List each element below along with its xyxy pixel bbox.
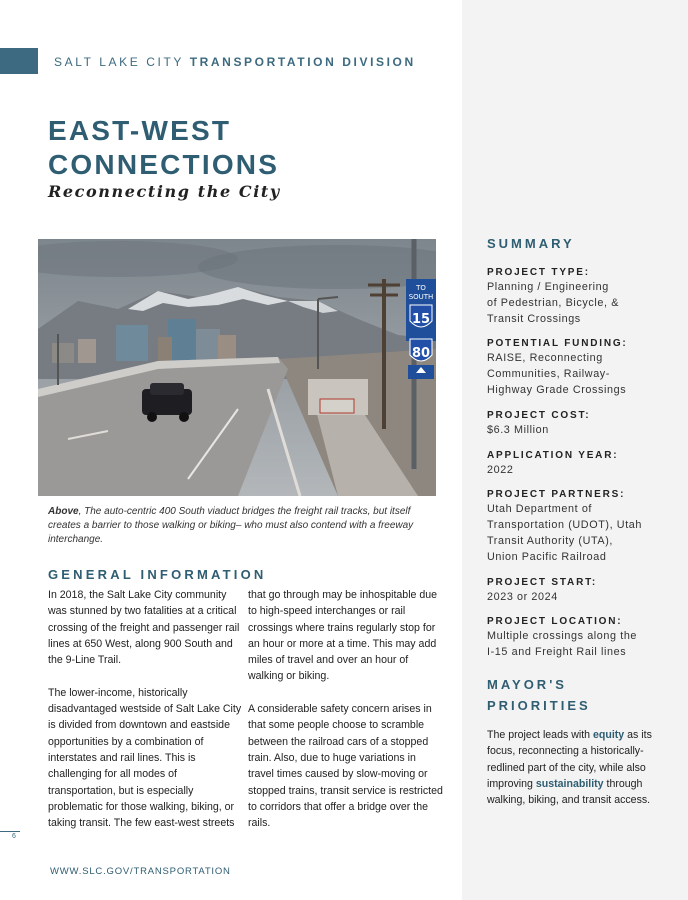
viaduct-photo-illustration: [38, 239, 436, 496]
header-org-name: [54, 55, 416, 69]
caption-lead: Above: [48, 506, 79, 517]
summary-item-application-year: [487, 449, 667, 479]
keyword-equity: equity: [593, 729, 625, 741]
summary-value: Utah Department of Transportation (UDOT), Utah Transit Authority (UTA), Union Pacific Railroad: [487, 503, 642, 563]
mayor-text-b: as its focus, reconnecting a historically-redlined part of the city, while also improving: [487, 729, 652, 790]
summary-heading: SUMMARY: [487, 236, 575, 251]
title-line-2: CONNECTIONS: [48, 149, 280, 180]
footer-accent-line: [0, 831, 20, 832]
summary-item-project-start: [487, 576, 667, 606]
general-paragraph-4: A considerable safety concern arises in that some people choose to scramble between the railroad cars of a stopped train. Also, due to huge variations in travel times caused by slow-moving or stopped trains, transit service is restricted to corridors that offer a bridge over the rails.: [248, 703, 443, 830]
page-title: [48, 114, 279, 182]
general-column-1: [48, 587, 244, 848]
summary-value: Multiple crossings along the I-15 and Freight Rail lines: [487, 630, 638, 659]
summary-value: RAISE, Reconnecting Communities, Railway- Highway Grade Crossings: [487, 352, 627, 396]
general-paragraph-3: that go through may be inhospitable due to high-speed interchanges or rail crossings where trains regularly stop for an hour or more at a time. This may add miles of travel and over an hour of walking or biking.: [248, 589, 438, 683]
sign-text-south: SOUTH: [408, 293, 434, 301]
header-org-division: TRANSPORTATION DIVISION: [189, 55, 416, 69]
summary-label: PROJECT COST:: [487, 409, 591, 421]
summary-item-potential-funding: [487, 337, 667, 398]
page-subtitle: Reconnecting the City: [48, 182, 281, 201]
summary-item-project-cost: [487, 409, 667, 439]
footer-url[interactable]: WWW.SLC.GOV/TRANSPORTATION: [50, 866, 231, 877]
summary-label: PROJECT LOCATION:: [487, 616, 623, 628]
summary-value: Planning / Engineering of Pedestrian, Bicycle, & Transit Crossings: [487, 281, 620, 325]
sign-text-15: 15: [411, 312, 431, 327]
summary-value: 2022: [487, 463, 514, 476]
general-column-2: [248, 587, 444, 848]
summary-list: [487, 266, 667, 671]
sign-text-80: 80: [411, 346, 431, 361]
summary-item-project-location: [487, 615, 667, 661]
header-accent-bar: [0, 48, 38, 74]
sign-text-to: TO: [416, 284, 426, 292]
summary-label: APPLICATION YEAR:: [487, 449, 619, 461]
general-paragraph-2: The lower-income, historically disadvantaged westside of Salt Lake City is divided from downtown and eastside opportunities by a combination of interstates and rail lines. This is challenging for all modes of transportation, but is especially problematic for those walking, biking, or taking transit. The few east-west streets: [48, 686, 242, 830]
mayor-text-c: through walking, biking, and transit access.: [487, 777, 651, 807]
general-information-heading: GENERAL INFORMATION: [48, 567, 267, 582]
header-org-prefix: SALT LAKE CITY: [54, 55, 184, 69]
summary-item-project-partners: [487, 488, 667, 565]
mayor-text-a: The project leads with: [487, 729, 593, 741]
summary-value: 2023 or 2024: [487, 590, 558, 603]
summary-label: PROJECT START:: [487, 576, 598, 588]
keyword-sustainability: sustainability: [535, 777, 604, 790]
viaduct-photo: [38, 239, 436, 496]
summary-value: $6.3 Million: [487, 423, 549, 436]
page-number: 6: [12, 833, 16, 840]
general-paragraph-1: In 2018, the Salt Lake City community was stunned by two fatalities at a critical crossing of the freight and passenger rail lines at 650 West, along 900 South and the 9-Line Trail.: [48, 589, 240, 667]
mayors-priorities-heading: MAYOR'S PRIORITIES: [487, 677, 591, 713]
mayors-priorities-text: [487, 727, 657, 808]
title-line-1: EAST-WEST: [48, 115, 232, 146]
photo-caption: [48, 505, 438, 547]
summary-label: PROJECT PARTNERS:: [487, 489, 626, 501]
caption-text: , The auto-centric 400 South viaduct bridges the freight rail tracks, but itself creates a barrier to those walking or biking– who must also contend with a freeway interchange.: [48, 506, 414, 545]
summary-label: PROJECT TYPE:: [487, 267, 590, 278]
summary-label: POTENTIAL FUNDING:: [487, 338, 628, 350]
summary-item-project-type: [487, 266, 667, 327]
